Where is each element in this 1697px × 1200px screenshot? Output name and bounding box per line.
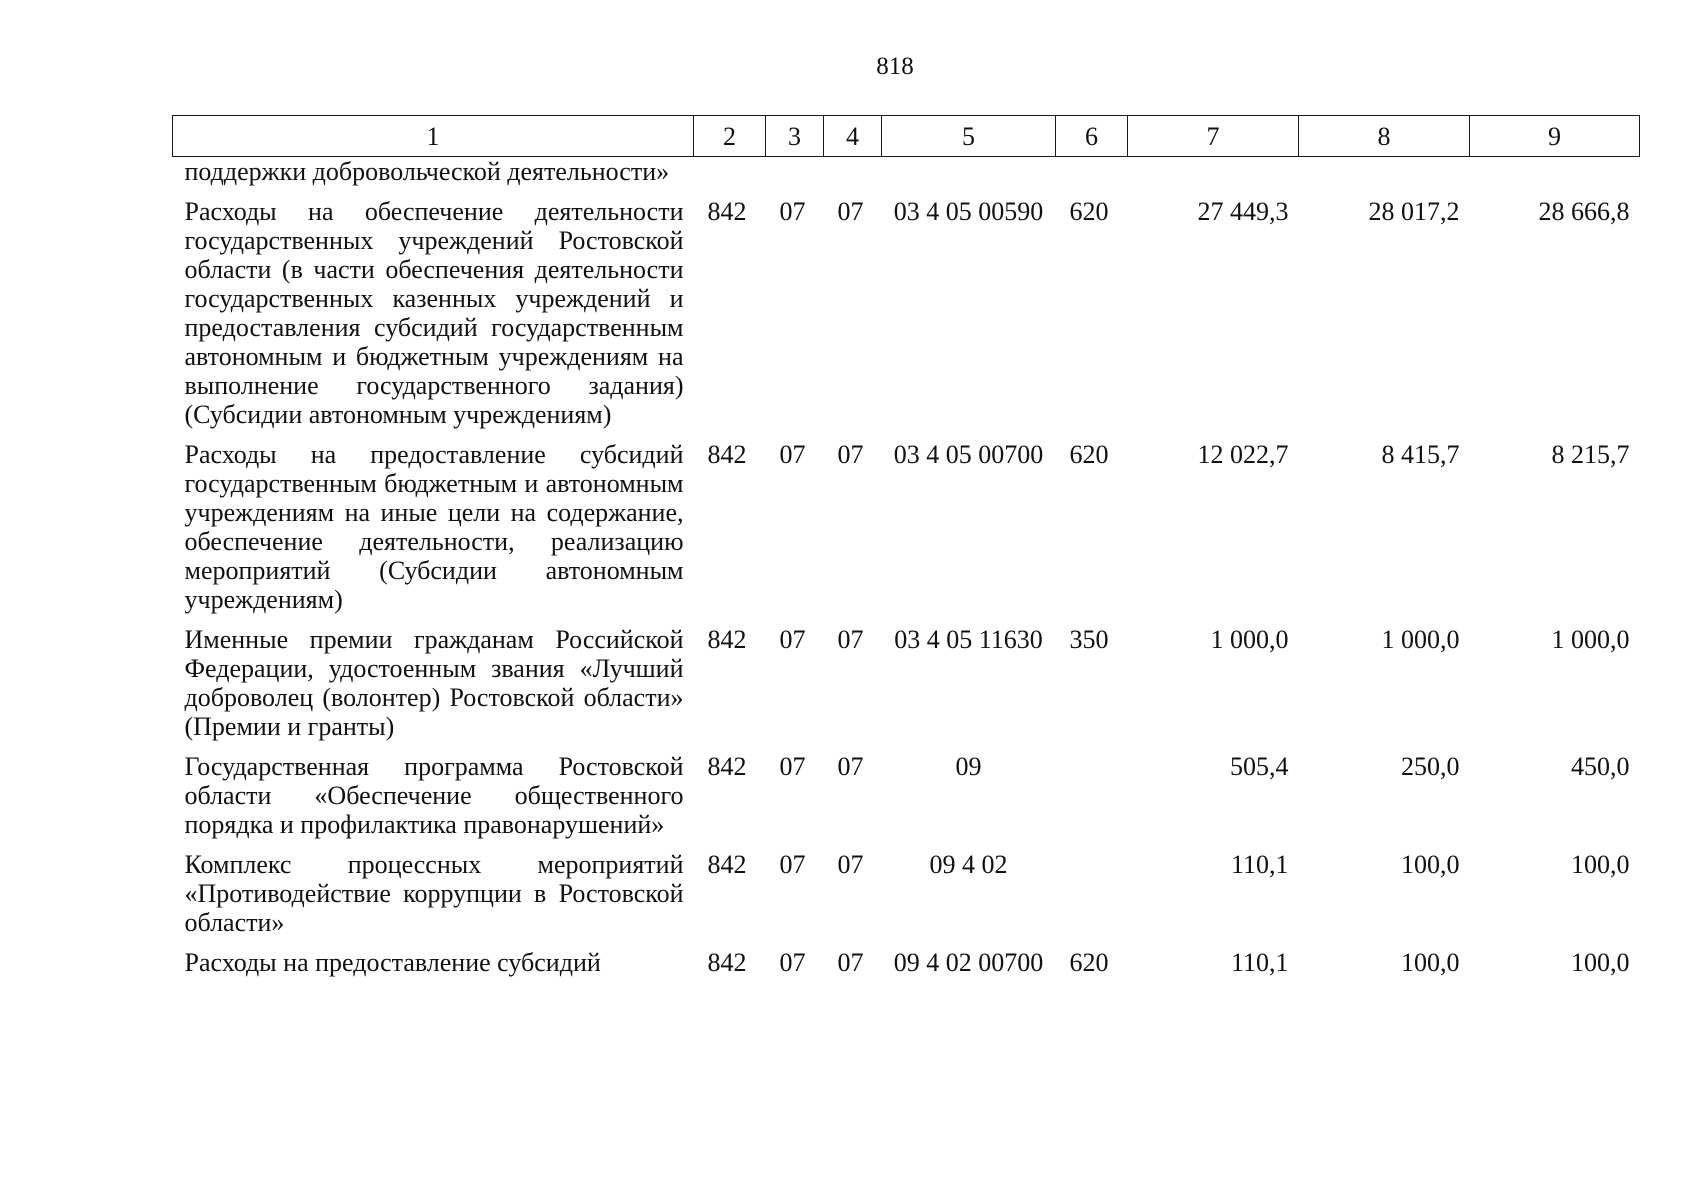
row-value-col8: 100,0 xyxy=(1401,850,1460,879)
page-number: 818 xyxy=(876,53,914,80)
header-cell-4: 4 xyxy=(824,116,882,157)
table-row xyxy=(173,440,1640,625)
row-subsection: 07 xyxy=(837,440,864,469)
header-cell-9: 9 xyxy=(1470,116,1640,157)
row-subsection: 07 xyxy=(837,752,864,781)
header-row xyxy=(173,116,1640,157)
row-grbs xyxy=(694,157,766,198)
header-cell-3: 3 xyxy=(766,116,824,157)
row-expense-type xyxy=(1056,752,1128,850)
row-value-col7: 505,4 xyxy=(1230,752,1289,781)
row-value-col9: 100,0 xyxy=(1571,948,1630,977)
row-value-col7: 1 000,0 xyxy=(1210,625,1289,654)
table-row xyxy=(173,752,1640,850)
row-section: 07 xyxy=(779,850,806,879)
row-value-col8: 1 000,0 xyxy=(1381,625,1460,654)
table-row xyxy=(173,197,1640,440)
row-target: 03 4 05 00590 xyxy=(893,197,1044,226)
row-value-col8: 8 415,7 xyxy=(1381,440,1460,469)
row-subsection: 07 xyxy=(837,850,864,879)
row-expense-type: 620 xyxy=(1069,197,1109,226)
table-row xyxy=(173,948,1640,988)
row-grbs: 842 xyxy=(707,625,747,654)
header-cell-2: 2 xyxy=(694,116,766,157)
budget-table xyxy=(172,115,1640,988)
row-value-col8: 28 017,2 xyxy=(1368,197,1460,226)
table-header xyxy=(173,116,1640,157)
table-row xyxy=(173,157,1640,198)
row-value-col8: 250,0 xyxy=(1401,752,1460,781)
header-cell-5: 5 xyxy=(882,116,1056,157)
header-cell-7: 7 xyxy=(1128,116,1299,157)
row-grbs: 842 xyxy=(707,440,747,469)
row-section: 07 xyxy=(779,752,806,781)
table-row xyxy=(173,850,1640,948)
row-section: 07 xyxy=(779,948,806,977)
row-target: 03 4 05 11630 xyxy=(894,625,1043,654)
row-description: Расходы на предоставление субсидий государственным бюджетным и автономным учреждениям на иные цели на содержание, обеспечение деятельности, реализацию мероприятий (Субсидии автономным учреждениям) xyxy=(184,440,684,614)
row-description: Именные премии гражданам Российской Федерации, удостоенным звания «Лучший доброволец (волонтер) Ростовской области» (Премии и гранты) xyxy=(184,625,684,741)
row-description: Расходы на предоставление субсидий xyxy=(184,948,601,977)
row-value-col9: 100,0 xyxy=(1571,850,1630,879)
row-target: 09 xyxy=(955,752,982,781)
row-grbs: 842 xyxy=(707,197,747,226)
row-description: Расходы на обеспечение деятельности государственных учреждений Ростовской области (в части обеспечения деятельности государственных казенных учреждений и предоставления субсидий государственным автономным и бюджетным учреждениям на выполнение государственного задания) (Субсидии автономным учреждениям) xyxy=(184,197,684,429)
row-description: Комплекс процессных мероприятий «Противодействие коррупции в Ростовской области» xyxy=(184,850,684,937)
row-expense-type: 350 xyxy=(1069,625,1109,654)
row-target: 09 4 02 xyxy=(929,850,1008,879)
row-expense-type xyxy=(1056,157,1128,198)
row-expense-type xyxy=(1056,850,1128,948)
row-description: поддержки добровольческой деятельности» xyxy=(184,157,670,186)
row-subsection: 07 xyxy=(837,625,864,654)
row-section: 07 xyxy=(779,440,806,469)
row-value-col7: 110,1 xyxy=(1230,850,1289,879)
row-value-col9: 450,0 xyxy=(1571,752,1630,781)
row-value-col7: 27 449,3 xyxy=(1197,197,1289,226)
row-description: Государственная программа Ростовской области «Обеспечение общественного порядка и профилактика правонарушений» xyxy=(184,752,684,839)
row-grbs: 842 xyxy=(707,948,747,977)
row-expense-type: 620 xyxy=(1069,948,1109,977)
header-cell-8: 8 xyxy=(1299,116,1470,157)
header-cell-6: 6 xyxy=(1056,116,1128,157)
row-target: 03 4 05 00700 xyxy=(893,440,1044,469)
row-value-col9: 28 666,8 xyxy=(1538,197,1630,226)
row-value-col9 xyxy=(1470,157,1640,198)
row-target xyxy=(882,157,1056,198)
row-value-col7: 110,1 xyxy=(1230,948,1289,977)
row-subsection: 07 xyxy=(837,197,864,226)
row-value-col7: 12 022,7 xyxy=(1197,440,1289,469)
header-cell-1: 1 xyxy=(173,116,694,157)
table-body xyxy=(173,157,1640,989)
row-section: 07 xyxy=(779,197,806,226)
row-value-col7 xyxy=(1128,157,1299,198)
row-target: 09 4 02 00700 xyxy=(893,948,1044,977)
row-value-col9: 8 215,7 xyxy=(1551,440,1630,469)
row-value-col9: 1 000,0 xyxy=(1551,625,1630,654)
table-row xyxy=(173,625,1640,752)
row-grbs: 842 xyxy=(707,850,747,879)
row-subsection: 07 xyxy=(837,948,864,977)
row-value-col8: 100,0 xyxy=(1401,948,1460,977)
row-section: 07 xyxy=(779,625,806,654)
row-value-col8 xyxy=(1299,157,1470,198)
row-expense-type: 620 xyxy=(1069,440,1109,469)
row-grbs: 842 xyxy=(707,752,747,781)
row-subsection xyxy=(824,157,882,198)
row-section xyxy=(766,157,824,198)
